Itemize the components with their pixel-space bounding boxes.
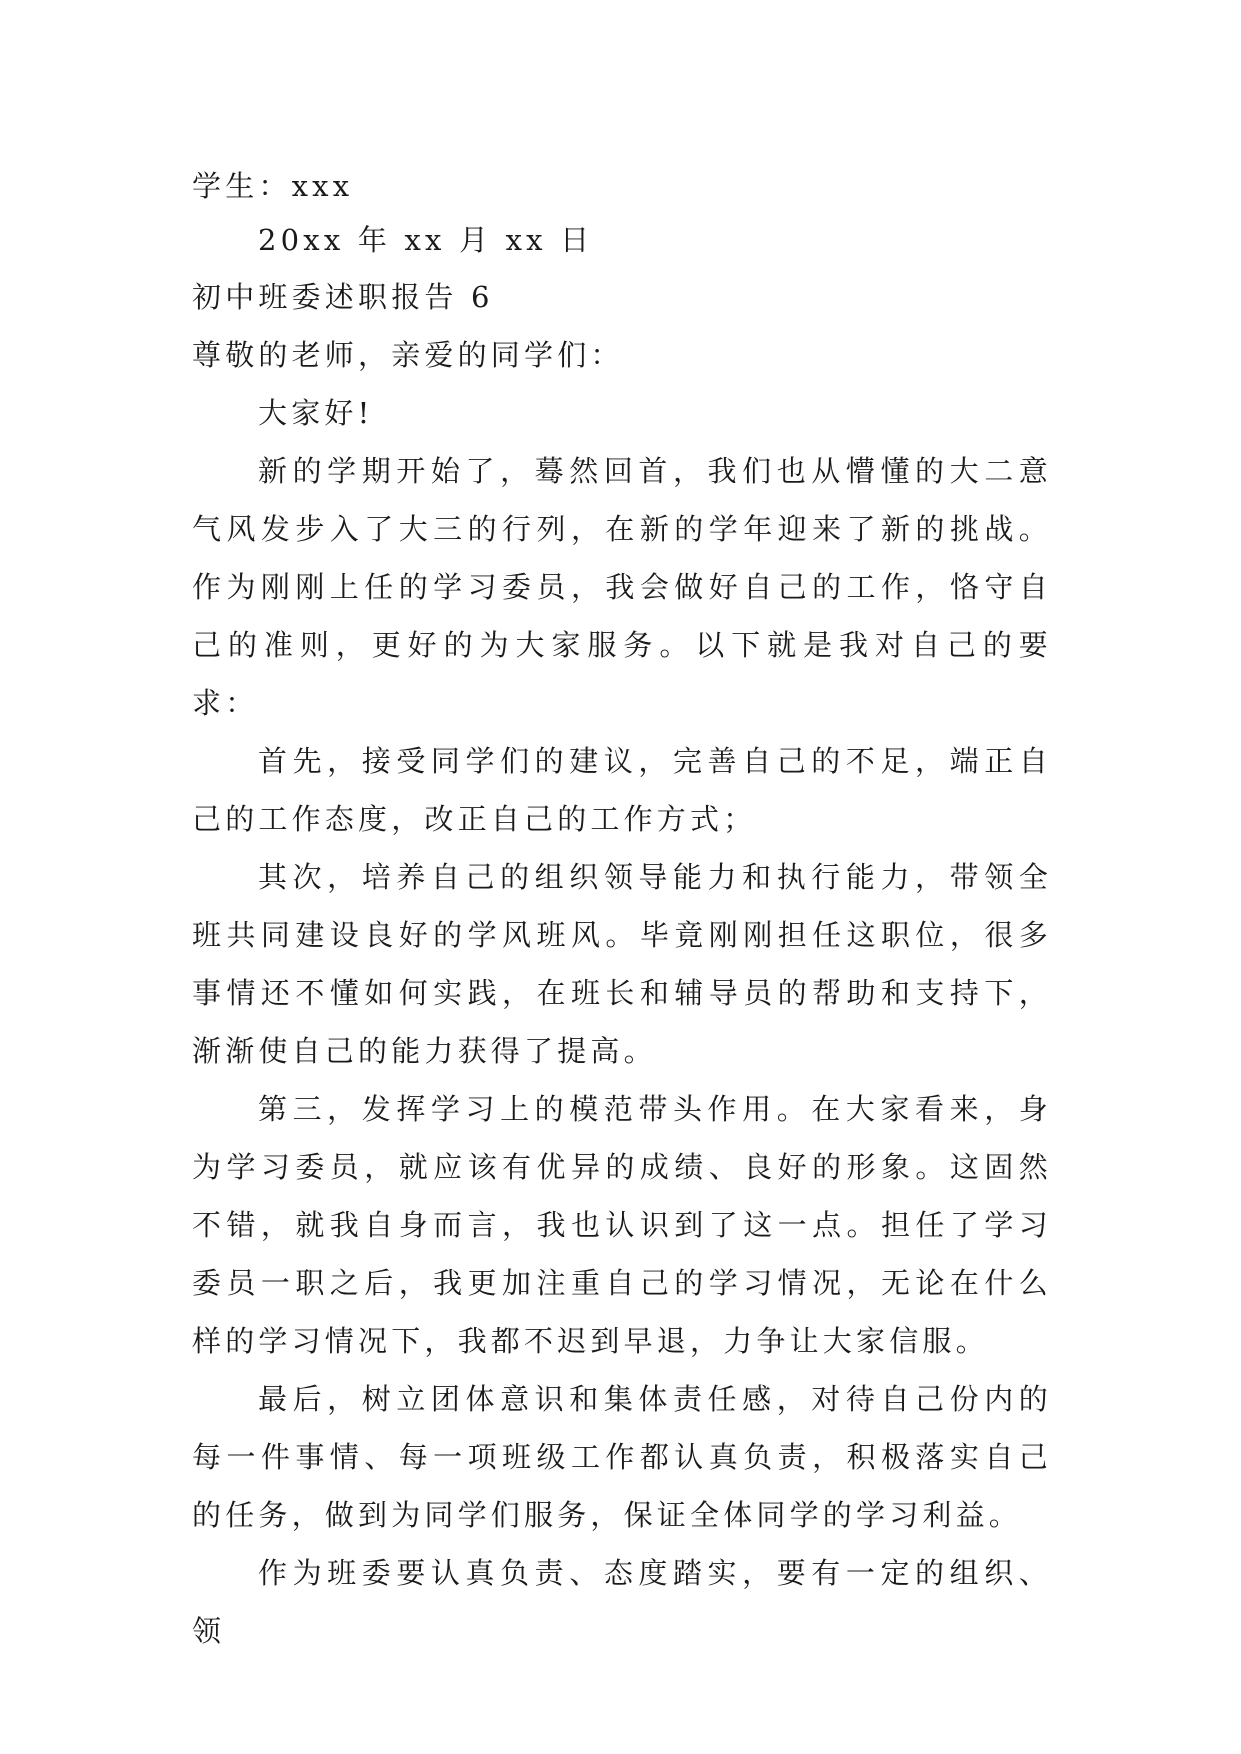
paragraph-second: 其次，培养自己的组织领导能力和执行能力，带领全班共同建设良好的学风班风。毕竟刚刚担任这职位，很多事情还不懂如何实践，在班长和辅导员的帮助和支持下，渐渐使自己的能力获得了提高。 bbox=[192, 860, 1052, 1068]
report-title: 初中班委述职报告 6 bbox=[192, 280, 494, 314]
paragraph-first: 首先，接受同学们的建议，完善自己的不足，端正自己的工作态度，改正自己的工作方式； bbox=[192, 744, 1052, 836]
student-signature: 学生：xxx bbox=[192, 169, 354, 203]
paragraph-closing: 作为班委要认真负责、态度踏实，要有一定的组织、领 bbox=[192, 1556, 1052, 1648]
document-body bbox=[192, 160, 1052, 1660]
salutation: 尊敬的老师，亲爱的同学们： bbox=[192, 338, 624, 372]
greeting: 大家好! bbox=[258, 396, 374, 430]
paragraph-last: 最后，树立团体意识和集体责任感，对待自己份内的每一件事情、每一项班级工作都认真负责，积极落实自己的任务，做到为同学们服务，保证全体同学的学习利益。 bbox=[192, 1382, 1052, 1532]
paragraph-intro: 新的学期开始了，蓦然回首，我们也从懵懂的大二意气风发步入了大三的行列，在新的学年迎来了新的挑战。作为刚刚上任的学习委员，我会做好自己的工作，恪守自己的准则，更好的为大家服务。以下就是我对自己的要求： bbox=[192, 454, 1052, 720]
signature-date: 20xx 年 xx 月 xx 日 bbox=[258, 223, 594, 257]
paragraph-third: 第三，发挥学习上的模范带头作用。在大家看来，身为学习委员，就应该有优异的成绩、良好的形象。这固然不错，就我自身而言，我也认识到了这一点。担任了学习委员一职之后，我更加注重自己的学习情况，无论在什么样的学习情况下，我都不迟到早退，力争让大家信服。 bbox=[192, 1092, 1052, 1358]
